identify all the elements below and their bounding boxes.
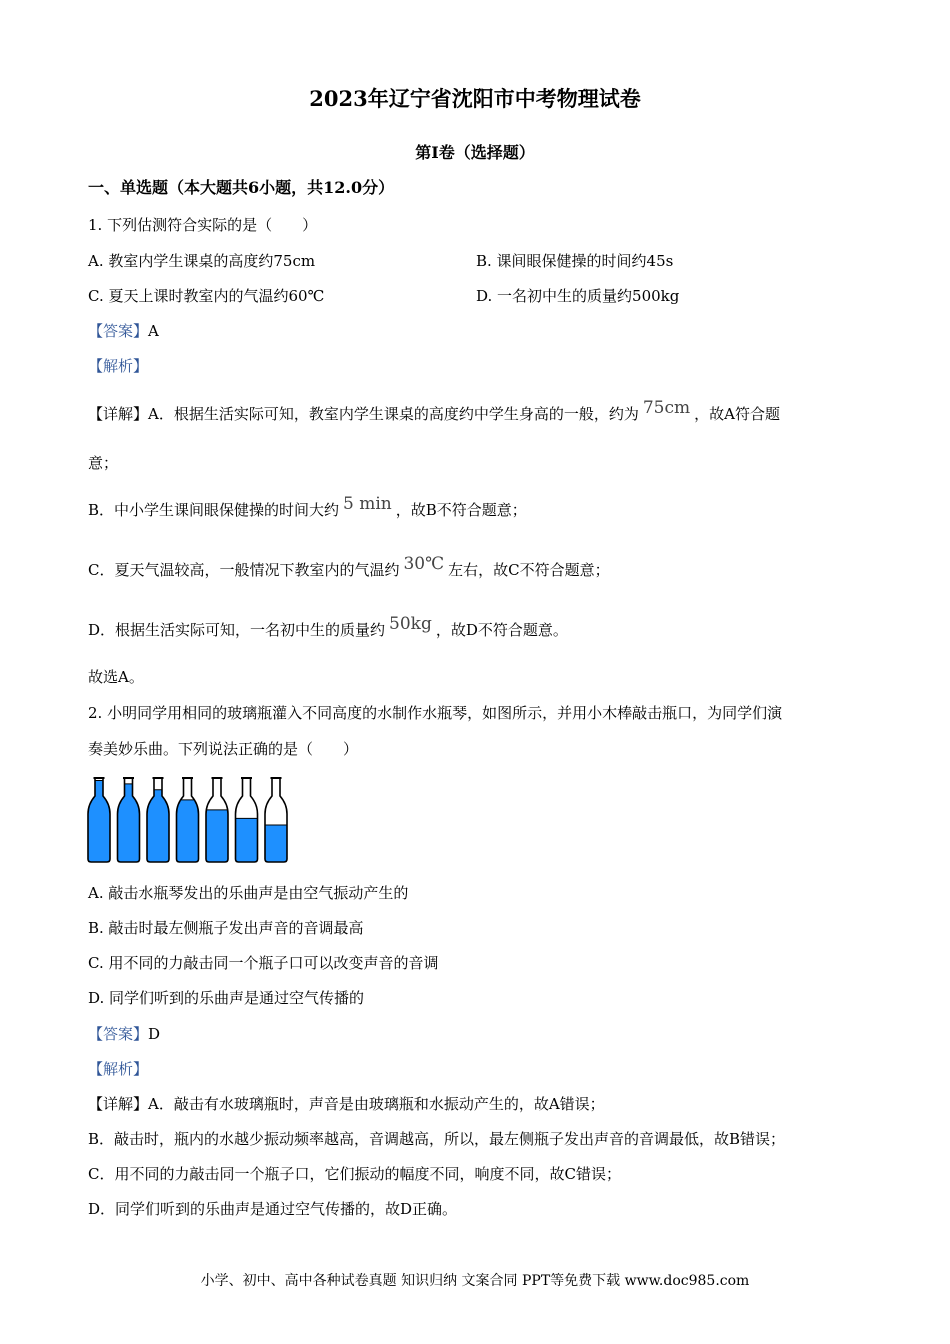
- detail-text: ，故B不符合题意；: [395, 501, 527, 519]
- q2-detail-c: C．用不同的力敲击同一个瓶子口，它们振动的幅度不同，响度不同，故C错误；: [88, 1165, 621, 1183]
- q1-detail-c: [88, 554, 610, 580]
- q2-option-c: C. 用不同的力敲击同一个瓶子口可以改变声音的音调: [88, 954, 439, 972]
- water-bottle: [116, 778, 142, 864]
- q1-detail-a: [88, 398, 780, 424]
- detail-text: 左右，故C不符合题意；: [448, 561, 610, 579]
- q2-detail-a: [88, 1094, 605, 1114]
- q1-detail-a-cont: 意；: [88, 454, 119, 472]
- q1-option-c: C. 夏天上课时教室内的气温约60℃: [88, 287, 325, 305]
- q1-detail-b: [88, 494, 527, 520]
- page-subtitle: 第Ⅰ卷（选择题）: [415, 143, 535, 162]
- q2-stem-line2: 奏美妙乐曲。下列说法正确的是（ ）: [88, 740, 359, 758]
- water-bottle: [86, 778, 112, 864]
- q2-option-b: B. 敲击时最左侧瓶子发出声音的音调最高: [88, 919, 364, 937]
- water-fill: [204, 810, 230, 864]
- water-fill: [116, 784, 142, 864]
- answer-value: A: [148, 322, 159, 340]
- q1-option-a: A. 教室内学生课桌的高度约75cm: [88, 252, 316, 270]
- water-bottle: [234, 778, 260, 864]
- water-fill: [175, 800, 201, 864]
- detail-text: A．敲击有水玻璃瓶时，声音是由玻璃瓶和水振动产生的，故A错误；: [148, 1095, 605, 1113]
- formula: 5 min: [343, 494, 392, 514]
- water-fill: [263, 825, 289, 864]
- q1-answer: [88, 321, 159, 341]
- q1-conclusion: 故选A。: [88, 668, 144, 686]
- water-bottles-figure: [84, 774, 296, 866]
- q2-analysis-tag: 【解析】: [88, 1060, 149, 1078]
- detail-text: ，故A符合题: [694, 405, 780, 423]
- section-heading: 一、单选题（本大题共6小题，共12.0分）: [88, 178, 395, 197]
- page-footer: 小学、初中、高中各种试卷真题 知识归纳 文案合同 PPT等免费下载 www.doc985.com: [200, 1273, 750, 1289]
- water-bottle: [145, 778, 171, 864]
- detail-text: C．夏天气温较高，一般情况下教室内的气温约: [88, 561, 400, 579]
- q2-option-a: A. 敲击水瓶琴发出的乐曲声是由空气振动产生的: [88, 884, 409, 902]
- detail-text: ，故D不符合题意。: [435, 621, 568, 639]
- detail-tag: 【详解】: [88, 405, 149, 423]
- formula: 30℃: [403, 554, 445, 574]
- detail-text: D．根据生活实际可知，一名初中生的质量约: [88, 621, 386, 639]
- q2-detail-d: D．同学们听到的乐曲声是通过空气传播的，故D正确。: [88, 1200, 458, 1218]
- q2-detail-b: B．敲击时，瓶内的水越少振动频率越高，音调越高，所以，最左侧瓶子发出声音的音调最低，故B错误；: [88, 1130, 786, 1148]
- answer-tag: 【答案】: [88, 1025, 149, 1043]
- q2-option-d: D. 同学们听到的乐曲声是通过空气传播的: [88, 989, 365, 1007]
- water-bottle: [204, 778, 230, 864]
- q2-answer: [88, 1024, 160, 1044]
- detail-text: A．根据生活实际可知，教室内学生课桌的高度约中学生身高的一般，约为: [148, 405, 639, 423]
- q2-stem-line1: 2. 小明同学用相同的玻璃瓶灌入不同高度的水制作水瓶琴，如图所示，并用小木棒敲击瓶口，为同学们演: [88, 704, 783, 722]
- q1-option-b: B. 课间眼保健操的时间约45s: [476, 252, 674, 270]
- formula: 50kg: [389, 614, 432, 634]
- answer-value: D: [148, 1025, 161, 1043]
- detail-tag: 【详解】: [88, 1095, 149, 1113]
- water-fill: [234, 818, 260, 864]
- q1-analysis-tag: 【解析】: [88, 357, 149, 375]
- detail-text: B．中小学生课间眼保健操的时间大约: [88, 501, 340, 519]
- water-bottle: [263, 778, 289, 864]
- q1-stem: 1. 下列估测符合实际的是（ ）: [88, 216, 318, 234]
- formula: 75cm: [642, 398, 691, 418]
- water-fill: [145, 790, 171, 864]
- page-title: 2023年辽宁省沈阳市中考物理试卷: [309, 86, 641, 111]
- answer-tag: 【答案】: [88, 322, 149, 340]
- q1-option-d: D. 一名初中生的质量约500kg: [476, 287, 680, 305]
- water-fill: [86, 781, 112, 864]
- water-bottle: [175, 778, 201, 864]
- q1-detail-d: [88, 614, 568, 640]
